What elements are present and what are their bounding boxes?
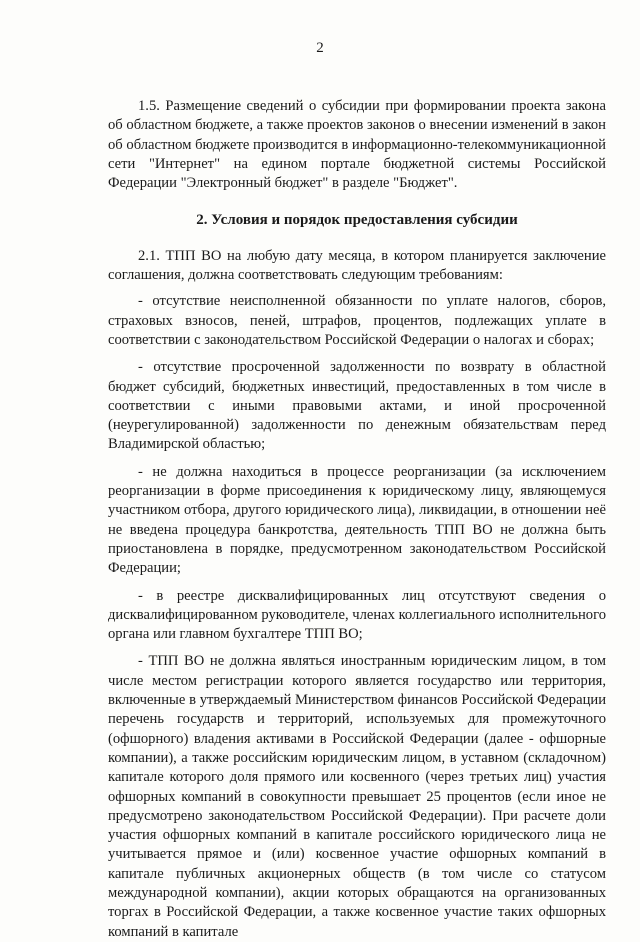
requirement-debt: - отсутствие просроченной задолженности по возврату в областной бюджет субсидий, бюджетных инвестиций, предоставленных в том числе в соответствии с иными правовыми актами, и иной просроченной (неурегулированной) задолженности по денежным обязательствам перед Владимирской областью; (108, 359, 606, 453)
document-body (108, 97, 606, 942)
paragraph-2-1: 2.1. ТПП ВО на любую дату месяца, в котором планируется заключение соглашения, должна соответствовать следующим требованиям: (108, 247, 606, 284)
requirement-foreign-entity: - ТПП ВО не должна являться иностранным юридическим лицом, в том числе местом регистрации которого является государство или территория, включенные в утверждаемый Министерством финансов Российской Федерации перечень государств и территорий, используемых для промежуточного (офшорного) владения активами в Российской Федерации (далее - офшорные компании), а также российским юридическим лицом, в уставном (складочном) капитале которого доля прямого или косвенного (через третьих лиц) участия офшорных компаний в совокупности превышает 25 процентов (если иное не предусмотрено законодательством Российской Федерации). При расчете доли участия офшорных компаний в капитале российского юридического лица не учитывается прямое и (или) косвенное участие офшорных компаний в капитале публичных акционерных обществ (в том числе со статусом международной компании), акции которых обращаются на организованных торгах в Российской Федерации, а также косвенное участие таких офшорных компаний в капитале (108, 653, 606, 940)
paragraph-1-5: 1.5. Размещение сведений о субсидии при формировании проекта закона об областном бюджете, а также проектов законов о внесении изменений в закон об областном бюджете производится в информационно-телекоммуникационной сети "Интернет" на едином портале бюджетной системы Российской Федерации "Электронный бюджет" в разделе "Бюджет". (108, 98, 606, 192)
section-heading-2: 2. Условия и порядок предоставления субсидии (196, 212, 518, 229)
requirement-reorganization: - не должна находиться в процессе реорганизации (за исключением реорганизации в форме присоединения к юридическому лицу, являющемуся участником отбора, другого юридического лица), ликвидации, в отношении неё не введена процедура банкротства, деятельность ТПП ВО не должна быть приостановлена в порядке, предусмотренном законодательством Российской Федерации; (108, 463, 606, 577)
requirement-disqualification: - в реестре дисквалифицированных лиц отсутствуют сведения о дисквалифицированном руководителе, членах коллегиального исполнительного органа или главном бухгалтере ТПП ВО; (108, 587, 607, 643)
requirement-taxes: - отсутствие неисполненной обязанности по уплате налогов, сборов, страховых взносов, пеней, штрафов, процентов, подлежащих уплате в соответствии с законодательством Российской Федерации о налогах и сборах; (108, 293, 606, 348)
page-number: 2 (316, 40, 324, 56)
